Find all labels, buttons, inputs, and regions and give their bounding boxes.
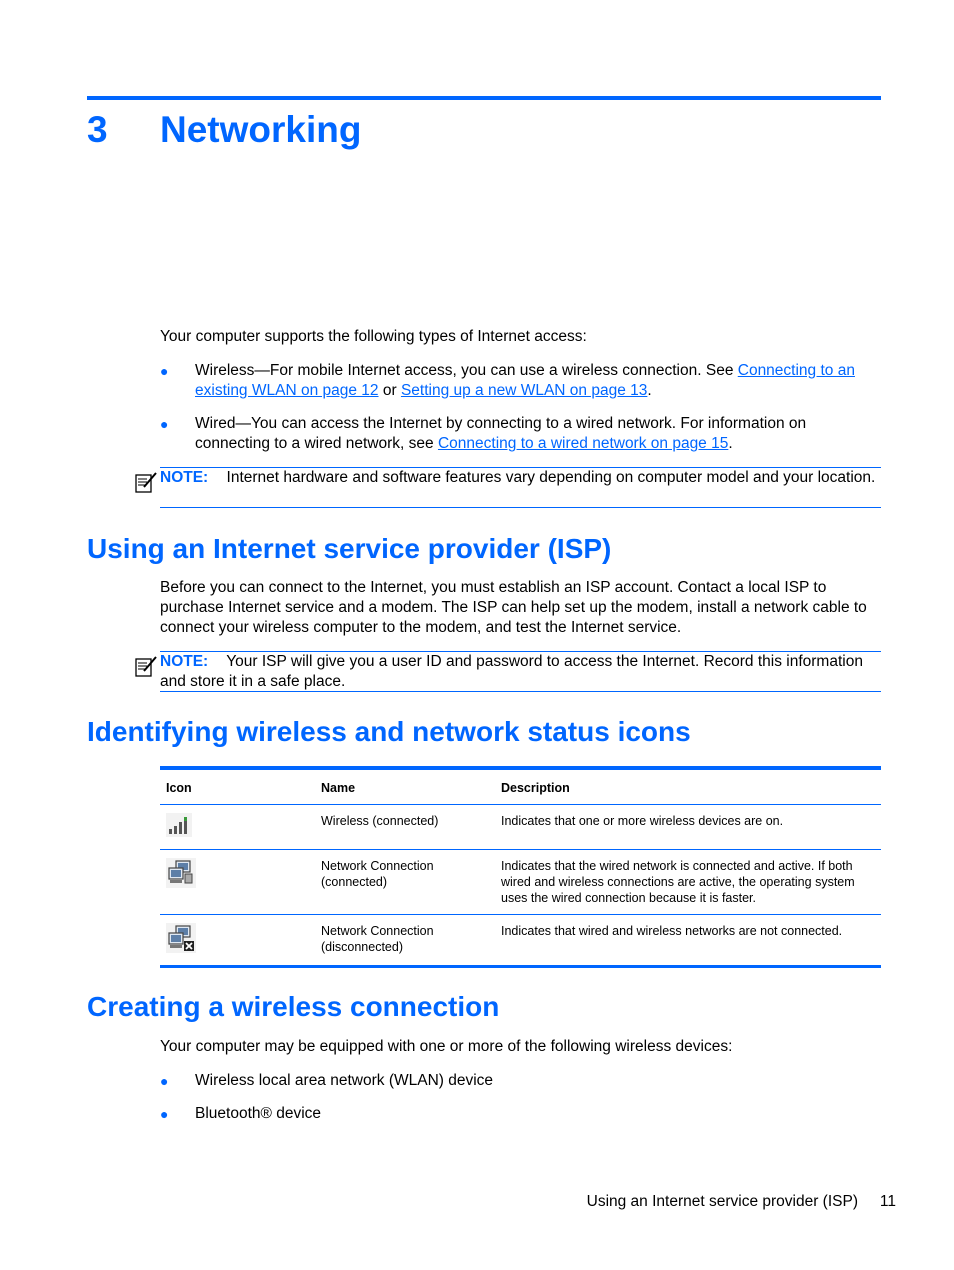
table-cell-name: Wireless (connected) — [315, 805, 495, 850]
list-item — [160, 1071, 881, 1091]
footer-page-number: 11 — [879, 1193, 896, 1210]
table-cell-icon — [160, 805, 315, 850]
table-cell-icon — [160, 915, 315, 967]
table-header-row — [160, 768, 881, 805]
section-heading-status-icons: Identifying wireless and network status icons — [87, 716, 691, 747]
status-icons-table — [160, 766, 881, 968]
table-cell-name: Network Connection (disconnected) — [315, 915, 495, 967]
intro-paragraph: Your computer supports the following types of Internet access: — [160, 328, 587, 345]
note-icon — [134, 655, 158, 679]
table-cell-description: Indicates that the wired network is connected and active. If both wired and wireless connections are active, the operating system uses the wired connection because it is faster. — [495, 850, 881, 915]
table-cell-name: Network Connection (connected) — [315, 850, 495, 915]
note-content — [160, 652, 881, 692]
table-row — [160, 915, 881, 967]
chapter-rule — [87, 96, 881, 100]
section-heading-isp: Using an Internet service provider (ISP) — [87, 533, 612, 564]
note-text: Internet hardware and software features vary depending on computer model and your location. — [226, 469, 876, 486]
link-wired-network[interactable]: Connecting to a wired network on page 15 — [437, 435, 729, 452]
column-header-icon: Icon — [160, 768, 315, 805]
note-icon — [134, 471, 158, 495]
wireless-signal-icon — [166, 813, 192, 837]
bullet-icon: ● — [160, 363, 169, 379]
table-row — [160, 850, 881, 915]
bullet-text-part: or — [378, 382, 401, 399]
bullet-text-part: . — [647, 382, 652, 399]
network-disconnected-icon — [166, 923, 196, 953]
section-heading-wireless: Creating a wireless connection — [87, 991, 500, 1022]
table-row — [160, 805, 881, 850]
note-text: Your ISP will give you a user ID and password to access the Internet. Record this information and store it in a safe place. — [160, 653, 863, 690]
bullet-text-part: . — [728, 435, 733, 452]
bullet-icon: ● — [160, 1106, 169, 1122]
chapter-number: 3 — [87, 109, 108, 150]
chapter-title: Networking — [160, 109, 362, 150]
table-cell-icon — [160, 850, 315, 915]
table-cell-description: Indicates that one or more wireless devices are on. — [495, 805, 881, 850]
note-box — [160, 651, 881, 692]
isp-paragraph: Before you can connect to the Internet, you must establish an ISP account. Contact a local ISP to purchase Internet service and a modem. The ISP can help set up the modem, install a network cable to connect your wireless computer to the modem, and test the Internet service. — [160, 579, 867, 636]
footer-section-title: Using an Internet service provider (ISP) — [586, 1193, 858, 1210]
list-item — [160, 414, 881, 454]
column-header-description: Description — [495, 768, 881, 805]
bullet-icon: ● — [160, 416, 169, 432]
list-item — [160, 1104, 881, 1124]
note-label: NOTE: — [160, 469, 209, 486]
bullet-text — [195, 361, 881, 401]
note-box — [160, 467, 881, 508]
bullet-text: Wireless local area network (WLAN) device — [195, 1072, 494, 1089]
link-new-wlan[interactable]: Setting up a new WLAN on page 13 — [400, 382, 648, 399]
note-content — [160, 468, 881, 488]
wireless-paragraph: Your computer may be equipped with one or more of the following wireless devices: — [160, 1038, 733, 1055]
bullet-text: Bluetooth® device — [195, 1105, 322, 1122]
table-cell-description: Indicates that wired and wireless networks are not connected. — [495, 915, 881, 967]
link-existing-wlan[interactable]: Connecting to an existing WLAN on page 12 — [195, 362, 855, 399]
bullet-text — [195, 414, 881, 454]
bullet-icon: ● — [160, 1073, 169, 1089]
list-item — [160, 361, 881, 401]
bullet-text-part: Wired—You can access the Internet by connecting to a wired network. For information on connecting to a wired network, see — [195, 415, 807, 452]
column-header-name: Name — [315, 768, 495, 805]
network-connected-icon — [166, 858, 196, 888]
bullet-text-part: Wireless—For mobile Internet access, you can use a wireless connection. See — [195, 362, 738, 379]
note-label: NOTE: — [160, 653, 209, 670]
